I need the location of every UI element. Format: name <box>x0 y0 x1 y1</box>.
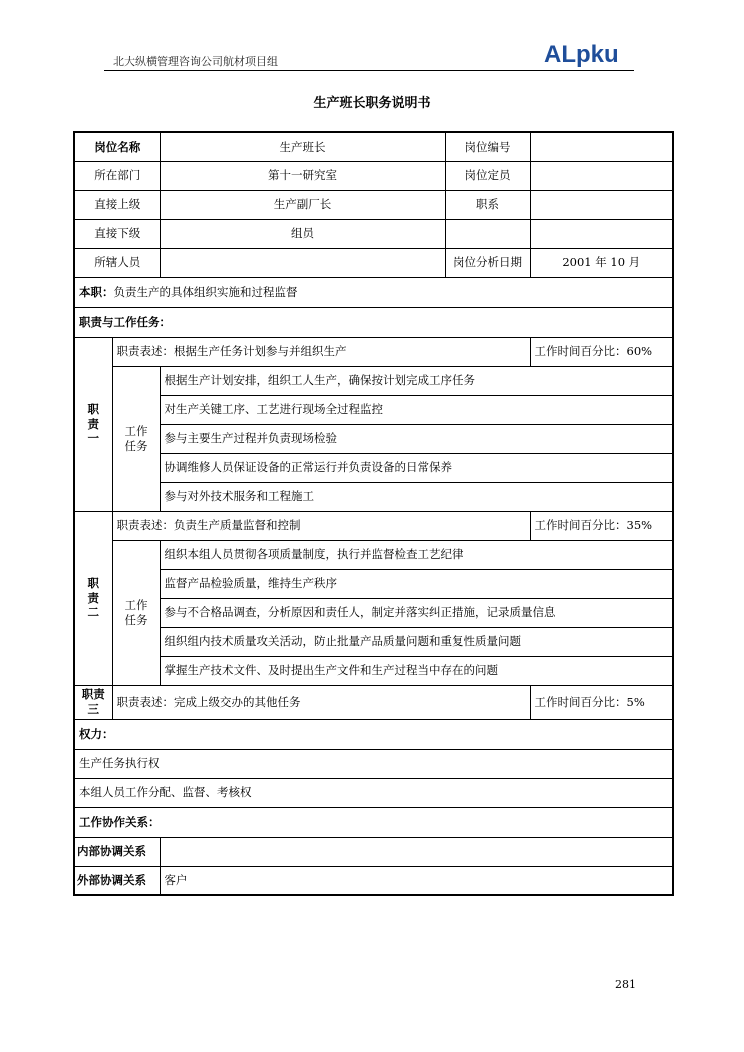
duty1-task-3: 参与主要生产过程并负责现场检验 <box>160 424 673 453</box>
task-row <box>74 424 673 453</box>
row-external-relations <box>74 866 673 895</box>
duty1-task-4: 协调维修人员保证设备的正常运行并负责设备的日常保养 <box>160 453 673 482</box>
row-relations-header <box>74 807 673 837</box>
managed-value <box>160 248 445 277</box>
position-name-label: 岗位名称 <box>74 132 160 161</box>
external-relations-label: 外部协调关系 <box>74 866 160 895</box>
row-superior <box>74 190 673 219</box>
header-rule <box>104 70 634 71</box>
authority-item-2: 本组人员工作分配、监督、考核权 <box>74 778 673 807</box>
duty2-task-1: 组织本组人员贯彻各项质量制度，执行并监督检查工艺纪律 <box>160 540 673 569</box>
row-duty3 <box>74 685 673 719</box>
duty3-statement: 职责表述：完成上级交办的其他任务 <box>112 685 530 719</box>
row-duties-header <box>74 307 673 337</box>
duty2-task-label: 工作 任务 <box>112 540 160 685</box>
dept-label: 所在部门 <box>74 161 160 190</box>
subordinate-label: 直接下级 <box>74 219 160 248</box>
superior-value: 生产副厂长 <box>160 190 445 219</box>
internal-relations-value <box>160 837 673 866</box>
position-no-label: 岗位编号 <box>445 132 530 161</box>
row-internal-relations <box>74 837 673 866</box>
task-row <box>74 598 673 627</box>
position-name-value: 生产班长 <box>160 132 445 161</box>
internal-relations-label: 内部协调关系 <box>74 837 160 866</box>
duty1-label: 职 责 一 <box>74 337 112 511</box>
duty2-task-2: 监督产品检验质量，维持生产秩序 <box>160 569 673 598</box>
duty2-time: 工作时间百分比：35% <box>530 511 673 540</box>
row-duty-summary <box>74 277 673 307</box>
managed-label: 所辖人员 <box>74 248 160 277</box>
quota-label: 岗位定员 <box>445 161 530 190</box>
relations-header: 工作协作关系： <box>74 807 673 837</box>
row-position-name <box>74 132 673 161</box>
row-duty2-statement <box>74 511 673 540</box>
task-row <box>74 569 673 598</box>
task-row <box>74 627 673 656</box>
duty-summary-label: 本职： <box>79 284 114 299</box>
list-item <box>74 778 673 807</box>
duty1-task-5: 参与对外技术服务和工程施工 <box>160 482 673 511</box>
duties-header: 职责与工作任务： <box>74 307 673 337</box>
empty-cell <box>445 219 530 248</box>
row-duty1-statement <box>74 337 673 366</box>
duty-summary-text: 负责生产的具体组织实施和过程监督 <box>113 284 298 299</box>
superior-label: 直接上级 <box>74 190 160 219</box>
task-row <box>74 395 673 424</box>
task-row <box>74 656 673 685</box>
list-item <box>74 749 673 778</box>
duty2-label: 职 责 二 <box>74 511 112 685</box>
duty3-time: 工作时间百分比：5% <box>530 685 673 719</box>
page-number: 281 <box>615 978 636 991</box>
task-row <box>74 366 673 395</box>
empty-cell <box>530 219 673 248</box>
duty1-time: 工作时间百分比：60% <box>530 337 673 366</box>
subordinate-value: 组员 <box>160 219 445 248</box>
duty1-task-label: 工作 任务 <box>112 366 160 511</box>
task-row <box>74 453 673 482</box>
duty2-statement: 职责表述：负责生产质量监督和控制 <box>112 511 530 540</box>
task-row <box>74 482 673 511</box>
authority-item-1: 生产任务执行权 <box>74 749 673 778</box>
row-managed <box>74 248 673 277</box>
analysis-date-value: 2001 年 10 月 <box>530 248 673 277</box>
position-no-value <box>530 132 673 161</box>
series-label: 职系 <box>445 190 530 219</box>
job-description-table <box>73 131 674 896</box>
company-logo <box>542 38 634 70</box>
dept-value: 第十一研究室 <box>160 161 445 190</box>
analysis-date-label: 岗位分析日期 <box>445 248 530 277</box>
quota-value <box>530 161 673 190</box>
series-value <box>530 190 673 219</box>
duty-summary <box>74 277 673 307</box>
duty1-task-2: 对生产关键工序、工艺进行现场全过程监控 <box>160 395 673 424</box>
row-authority-header <box>74 719 673 749</box>
duty3-label: 职责 三 <box>74 685 112 719</box>
document-title: 生产班长职务说明书 <box>313 96 431 111</box>
duty2-task-4: 组织组内技术质量攻关活动，防止批量产品质量问题和重复性质量问题 <box>160 627 673 656</box>
logo-text: ALpku <box>544 41 619 68</box>
header-org-name: 北大纵横管理咨询公司航材项目组 <box>113 55 278 68</box>
authority-header: 权力： <box>74 719 673 749</box>
duty2-task-3: 参与不合格品调查，分析原因和责任人，制定并落实纠正措施，记录质量信息 <box>160 598 673 627</box>
external-relations-value: 客户 <box>160 866 673 895</box>
row-subordinate <box>74 219 673 248</box>
duty1-statement: 职责表述：根据生产任务计划参与并组织生产 <box>112 337 530 366</box>
duty2-task-5: 掌握生产技术文件、及时提出生产文件和生产过程当中存在的问题 <box>160 656 673 685</box>
row-department <box>74 161 673 190</box>
duty1-task-1: 根据生产计划安排，组织工人生产，确保按计划完成工序任务 <box>160 366 673 395</box>
task-row <box>74 540 673 569</box>
